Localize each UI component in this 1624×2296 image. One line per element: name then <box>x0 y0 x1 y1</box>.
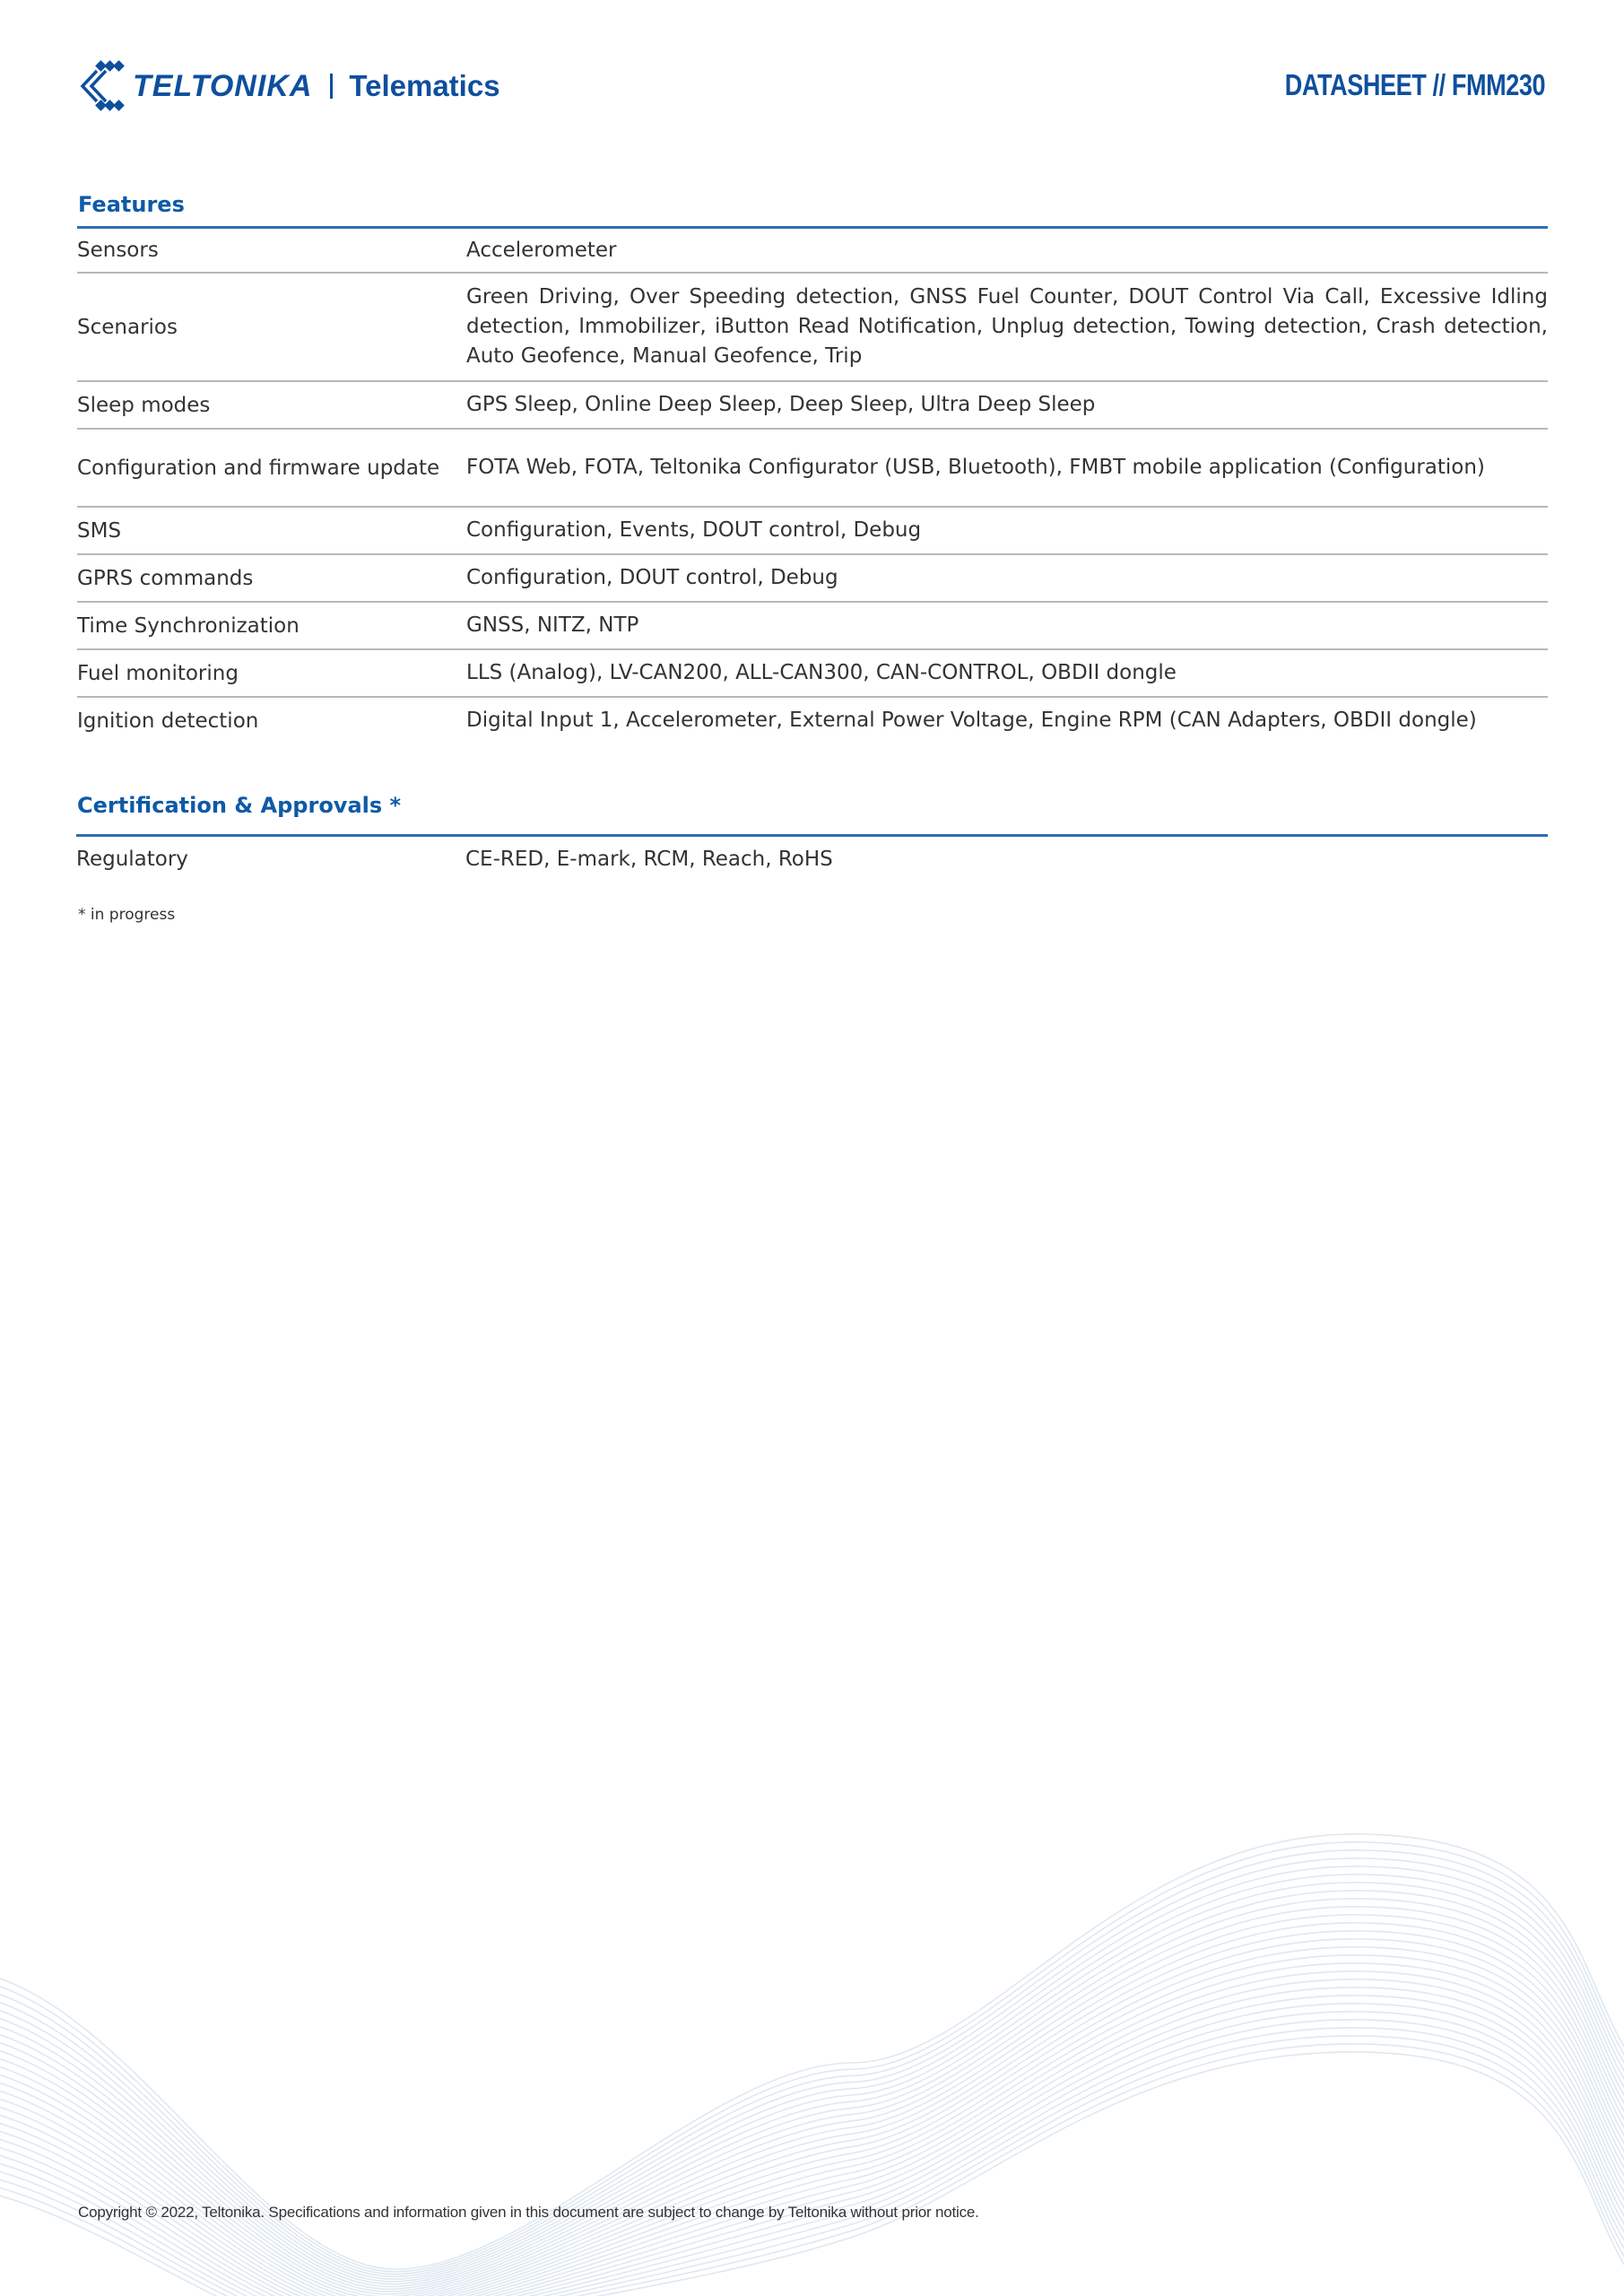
row-value: GPS Sleep, Online Deep Sleep, Deep Sleep, Ultra Deep Sleep <box>466 393 1096 416</box>
row-label: Scenarios <box>77 315 178 339</box>
teltonika-logo-icon <box>77 60 129 112</box>
table-row <box>77 650 1548 698</box>
row-value: Configuration, Events, DOUT control, Debug <box>466 518 922 542</box>
table-row <box>77 382 1548 430</box>
footnote-in-progress: * in progress <box>78 906 176 924</box>
table-row <box>77 430 1548 508</box>
features-table <box>77 229 1548 744</box>
row-value: LLS (Analog), LV-CAN200, ALL-CAN300, CAN-CONTROL, OBDII dongle <box>466 661 1177 684</box>
copyright-notice: Copyright © 2022, Teltonika. Specifications and information given in this document are subject to change by Teltonika without prior notice. <box>78 2204 979 2221</box>
row-label: Time Synchronization <box>77 613 300 638</box>
row-value: Green Driving, Over Speeding detection, GNSS Fuel Counter, DOUT Control Via Call, Excessive Idling detection, Immobilizer, iButton Read Notification, Unplug detection, Towing detection, Crash detection, Auto Geofence, Manual Geofence, Trip <box>466 285 1548 368</box>
row-label: Sleep modes <box>77 393 211 417</box>
row-value: CE-RED, E-mark, RCM, Reach, RoHS <box>465 847 833 871</box>
logo-divider <box>330 74 333 99</box>
row-value: FOTA Web, FOTA, Teltonika Configurator (USB, Bluetooth), FMBT mobile application (Configuration) <box>466 456 1485 479</box>
table-row <box>77 508 1548 555</box>
table-row <box>76 837 1548 882</box>
table-row <box>77 229 1548 274</box>
row-label: Fuel monitoring <box>77 661 239 685</box>
table-row <box>77 698 1548 744</box>
row-label: Sensors <box>77 239 159 262</box>
certification-section <box>76 793 1548 882</box>
row-value: Accelerometer <box>466 238 617 262</box>
row-label: GPRS commands <box>77 566 254 590</box>
row-label: Configuration and firmware update <box>77 456 440 480</box>
row-value: GNSS, NITZ, NTP <box>466 613 639 637</box>
row-value: Configuration, DOUT control, Debug <box>466 566 838 589</box>
certification-table <box>76 837 1548 882</box>
features-section <box>77 192 1548 744</box>
row-label: Regulatory <box>76 848 188 871</box>
row-value: Digital Input 1, Accelerometer, External Power Voltage, Engine RPM (CAN Adapters, OBDII dongle) <box>466 709 1477 732</box>
table-row <box>77 274 1548 382</box>
section-title-certification: Certification & Approvals * <box>77 793 402 818</box>
brand-logo <box>77 59 500 113</box>
page-header <box>0 0 1624 126</box>
table-row <box>77 603 1548 650</box>
brand-name: TELTONIKA <box>133 68 313 103</box>
section-title-features: Features <box>78 192 185 217</box>
row-label: Ignition detection <box>77 709 259 733</box>
row-label: SMS <box>77 518 122 543</box>
table-row <box>77 555 1548 603</box>
brand-subtitle: Telematics <box>349 69 500 102</box>
document-title: DATASHEET // FMM230 <box>1284 68 1545 101</box>
